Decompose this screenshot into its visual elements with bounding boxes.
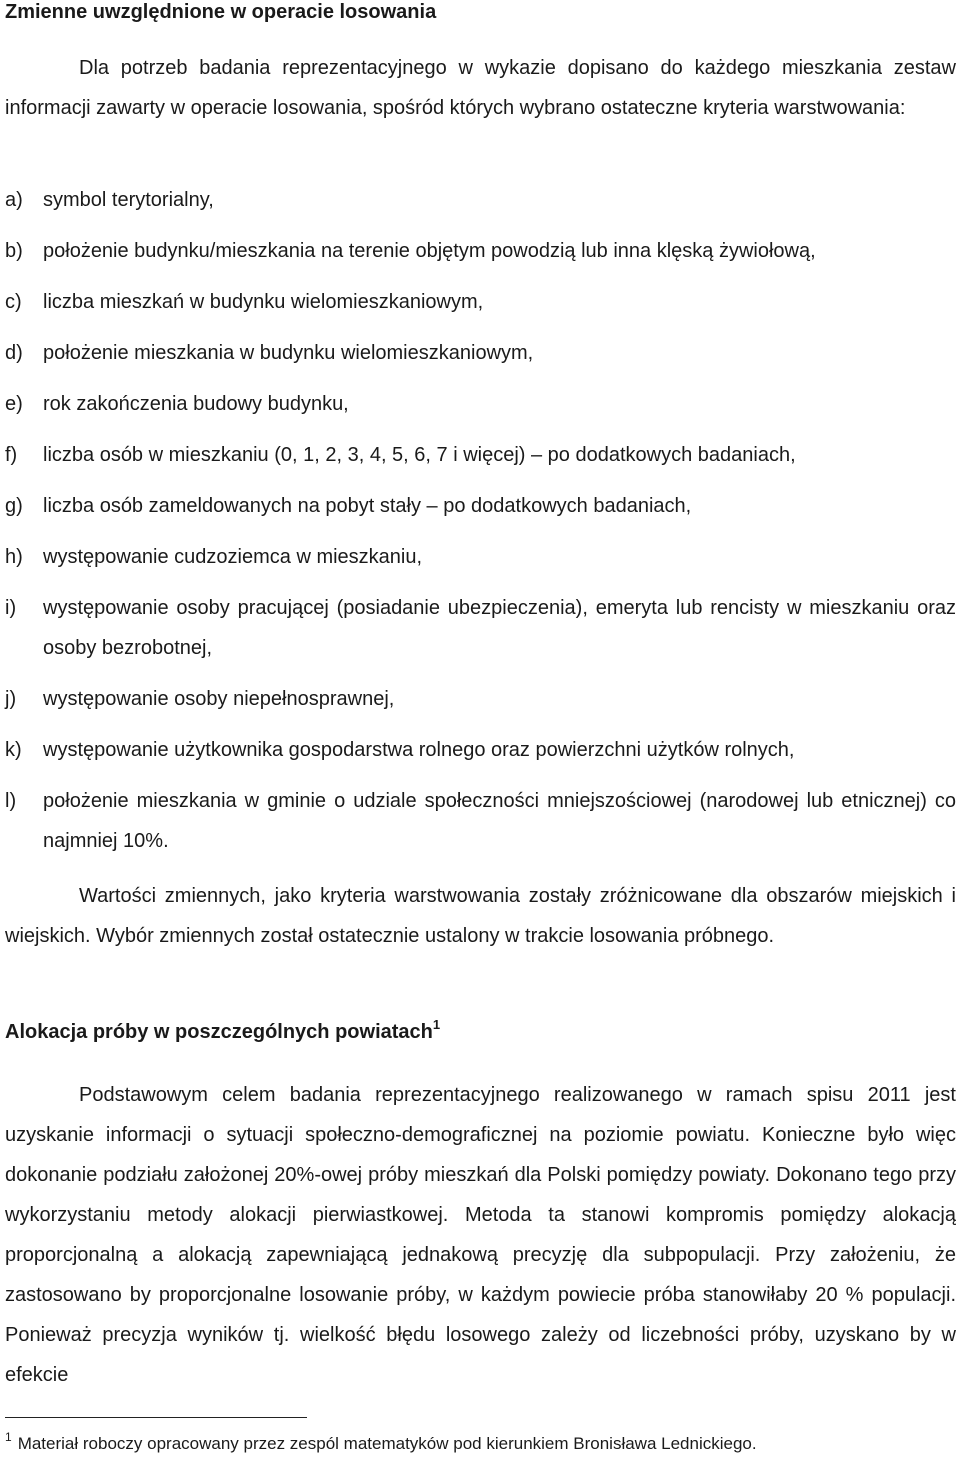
list-item xyxy=(5,282,956,322)
list-item xyxy=(5,588,956,668)
list-item xyxy=(5,486,956,526)
list-item-letter: f) xyxy=(5,444,18,466)
list-item xyxy=(5,537,956,577)
list-item-letter: d) xyxy=(5,342,23,364)
list-item-text: symbol terytorialny, xyxy=(43,189,214,211)
list-item-letter: e) xyxy=(5,393,23,415)
list-item-text: położenie mieszkania w budynku wielomieszkaniowym, xyxy=(43,342,534,364)
list-item-text: występowanie osoby niepełnosprawnej, xyxy=(43,688,395,710)
list-item-letter: g) xyxy=(5,495,23,517)
list-item-text: położenie budynku/mieszkania na terenie objętym powodzią lub inna klęską żywiołową, xyxy=(43,240,816,262)
list-item-text: położenie mieszkania w gminie o udziale społeczności mniejszościowej (narodowej lub etnicznej) co najmniej 10%. xyxy=(43,790,956,852)
list-item xyxy=(5,679,956,719)
list-item xyxy=(5,781,956,861)
section-title-allocation xyxy=(5,1017,441,1044)
list-item-text: występowanie osoby pracującej (posiadanie ubezpieczenia), emeryta lub rencisty w mieszkaniu oraz osoby bezrobotnej, xyxy=(43,597,956,659)
list-item-text: liczba osób w mieszkaniu (0, 1, 2, 3, 4, 5, 6, 7 i więcej) – po dodatkowych badaniach, xyxy=(43,444,796,466)
list-item-letter: h) xyxy=(5,546,23,568)
list-item xyxy=(5,333,956,373)
list-item xyxy=(5,180,956,220)
criteria-list xyxy=(5,180,956,872)
list-item xyxy=(5,435,956,475)
footnote-reference[interactable]: 1 xyxy=(432,1017,441,1032)
intro-paragraph: Dla potrzeb badania reprezentacyjnego w wykazie dopisano do każdego mieszkania zestaw informacji zawarty w operacie losowania, spośród których wybrano ostateczne kryteria warstwowania: xyxy=(5,57,956,119)
list-item-letter: c) xyxy=(5,291,22,313)
allocation-paragraph: Podstawowym celem badania reprezentacyjnego realizowanego w ramach spisu 2011 jest uzyskanie informacji o sytuacji społeczno-demograficznej na poziomie powiatu. Konieczne było więc dokonanie podziału założonej 20%-owej próby mieszkań dla Polski pomiędzy powiaty. Dokonano tego przy wykorzystaniu metody alokacji pierwiastkowej. Metoda ta stanowi kompromis pomiędzy alokacją proporcjonalną a alokacją zapewniającą jednakową precyzję dla subpopulacji. Przy założeniu, że zastosowano by proporcjonalne losowanie próby, w każdym powiecie próba stanowiłaby 20 % populacji. Ponieważ precyzja wyników tj. wielkość błędu losowego zależy od liczebności próby, uzyskano by w efekcie xyxy=(5,1084,956,1386)
list-item xyxy=(5,730,956,770)
footnote-text: Materiał roboczy opracowany przez zespól matematyków pod kierunkiem Bronisława Lednickiego. xyxy=(17,1434,757,1453)
section-title-variables: Zmienne uwzględnione w operacie losowania xyxy=(5,1,437,23)
list-item-letter: k) xyxy=(5,739,22,761)
list-item-letter: b) xyxy=(5,240,23,262)
list-item-letter: i) xyxy=(5,597,17,619)
closing-paragraph: Wartości zmiennych, jako kryteria warstwowania zostały zróżnicowane dla obszarów miejskich i wiejskich. Wybór zmiennych został ostatecznie ustalony w trakcie losowania próbnego. xyxy=(5,885,956,947)
list-item-text: liczba osób zameldowanych na pobyt stały – po dodatkowych badaniach, xyxy=(43,495,692,517)
list-item-letter: l) xyxy=(5,790,17,812)
list-item xyxy=(5,384,956,424)
list-item-text: występowanie użytkownika gospodarstwa rolnego oraz powierzchni użytków rolnych, xyxy=(43,739,795,761)
list-item-text: występowanie cudzoziemca w mieszkaniu, xyxy=(43,546,423,568)
list-item xyxy=(5,231,956,271)
footnote-mark: 1 xyxy=(5,1430,12,1444)
list-item-text: rok zakończenia budowy budynku, xyxy=(43,393,349,415)
list-item-text: liczba mieszkań w budynku wielomieszkaniowym, xyxy=(43,291,484,313)
footnote xyxy=(5,1430,757,1455)
list-item-letter: a) xyxy=(5,189,23,211)
footnote-divider xyxy=(5,1417,307,1418)
section-title-text: Alokacja próby w poszczególnych powiatach xyxy=(5,1021,433,1043)
list-item-letter: j) xyxy=(5,688,17,710)
